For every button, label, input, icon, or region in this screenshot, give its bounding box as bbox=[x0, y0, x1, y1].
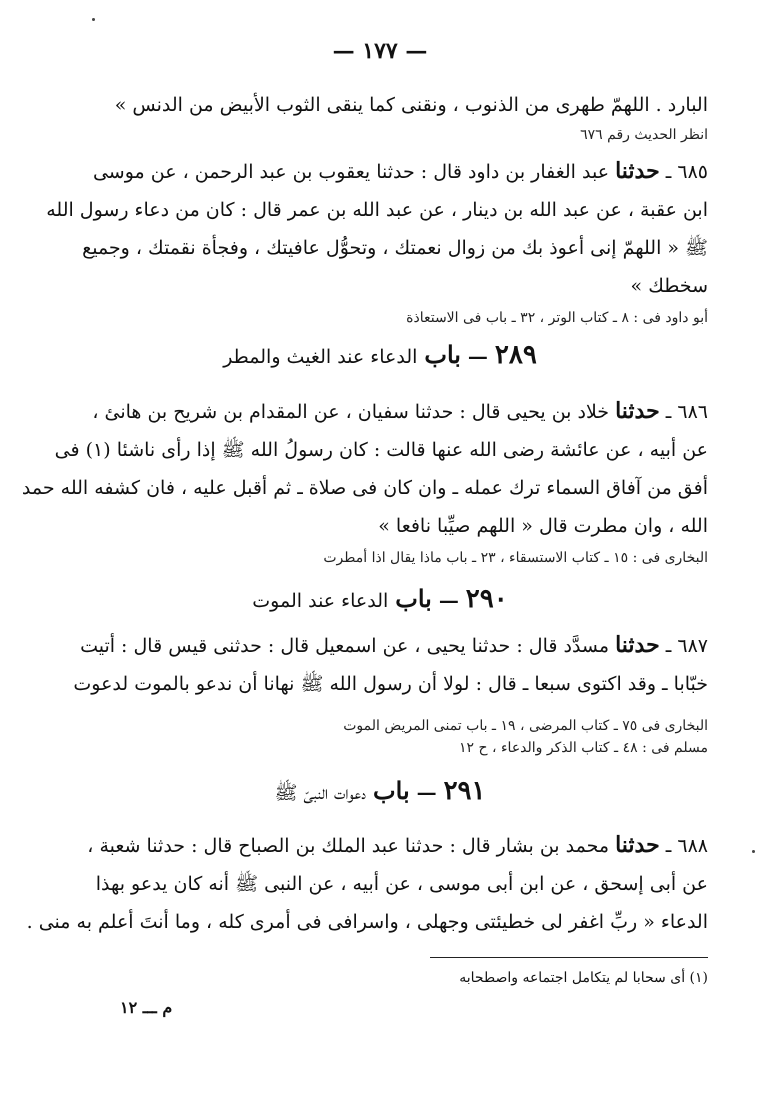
hadith-line bbox=[70, 392, 708, 431]
hadtha-word: حدثنا bbox=[615, 832, 660, 858]
hadith-685 bbox=[46, 152, 708, 329]
chapter-heading-290 bbox=[0, 584, 760, 614]
chapter-bab: باب bbox=[395, 584, 432, 613]
footnote: (١) أى سحابا لم يتكامل اجتماعه واصطحابه bbox=[459, 970, 708, 986]
hadith-line bbox=[70, 626, 708, 665]
intro-line: البارد . اللهمّ طهرى من الذنوب ، ونقنى كما ينقى الثوب الأبيض من الدنس » bbox=[114, 94, 708, 116]
footnote-divider bbox=[430, 957, 708, 958]
chapter-bab: باب bbox=[373, 776, 410, 805]
hadith-line: عن أبى إسحق ، عن ابن أبى موسى ، عن أبيه ، عن النبى ﷺ أنه كان يدعو بهذا bbox=[95, 873, 708, 895]
scan-speck bbox=[92, 18, 95, 21]
printer-signature: م ـــ ١٢ bbox=[120, 998, 173, 1017]
chapter-heading-291 bbox=[0, 776, 760, 809]
hadith-line: سخطك » bbox=[630, 275, 708, 297]
chapter-title: الدعاء عند الموت bbox=[252, 590, 389, 612]
chapter-dash: — bbox=[416, 780, 437, 804]
chapter-title: دعوات النبىّ ﷺ bbox=[274, 782, 367, 804]
hadith-line: ابن عقبة ، عن عبد الله بن دينار ، عن عبد الله بن عمر قال : كان من دعاء رسول الله bbox=[46, 199, 708, 221]
chapter-title: الدعاء عند الغيث والمطر bbox=[223, 346, 418, 368]
chapter-number: ٢٩٠ bbox=[465, 584, 508, 614]
hadith-686 bbox=[21, 392, 708, 569]
hadtha-word: حدثنا bbox=[615, 398, 660, 424]
hadith-line: خبّابا ـ وقد اكتوى سبعا ـ قال : لولا أن رسول الله ﷺ نهانا أن ندعو بالموت لدعوت bbox=[73, 673, 708, 695]
hadith-text: محمد بن بشار قال : حدثنا عبد الملك بن الصباح قال : حدثنا شعبة ، bbox=[87, 835, 610, 857]
scan-speck bbox=[752, 850, 755, 853]
chapter-number: ٢٩١ bbox=[443, 776, 486, 806]
hadith-line: ﷺ « اللهمّ إنى أعوذ بك من زوال نعمتك ، وتحوُّل عافيتك ، وفجأة نقمتك ، وجميع bbox=[82, 237, 708, 259]
intro-block bbox=[70, 86, 708, 146]
hadith-reference: مسلم فى : ٤٨ ـ كتاب الذكر والدعاء ، ح ١٢ bbox=[459, 740, 708, 756]
hadtha-word: حدثنا bbox=[615, 158, 660, 184]
hadith-number: ٦٨٥ ـ bbox=[665, 161, 708, 183]
chapter-bab: باب bbox=[424, 340, 461, 369]
hadith-text: مسدَّد قال : حدثنا يحيى ، عن اسمعيل قال : حدثنى قيس قال : أتيت bbox=[80, 635, 610, 657]
page-number: — ١٧٧ — bbox=[332, 38, 428, 64]
hadith-text: عبد الغفار بن داود قال : حدثنا يعقوب بن عبد الرحمن ، عن موسى bbox=[92, 161, 610, 183]
chapter-dash: — bbox=[438, 588, 459, 612]
hadith-line: عن أبيه ، عن عائشة رضى الله عنها قالت : كان رسولُ الله ﷺ إذا رأى ناشئا (١) فى bbox=[54, 439, 708, 461]
intro-reference: انظر الحديث رقم ٦٧٦ bbox=[580, 127, 708, 143]
hadith-line: الله ، وان مطرت قال « اللهم صيِّبا نافعا » bbox=[378, 515, 708, 537]
hadith-line: الدعاء « ربِّ اغفر لى خطيئتى وجهلى ، واسرافى فى أمرى كله ، وما أنتَ أعلم به منى . bbox=[26, 911, 708, 933]
hadith-text: خلاد بن يحيى قال : حدثنا سفيان ، عن المقدام بن شريح بن هانئ ، bbox=[92, 401, 610, 423]
hadith-reference: البخارى فى : ١٥ ـ كتاب الاستسقاء ، ٢٣ ـ باب ماذا يقال اذا أمطرت bbox=[323, 550, 708, 566]
hadith-line: أفق من آفاق السماء ترك عمله ـ وان كان فى صلاة ـ ثم أقبل عليه ، فان كشفه الله حمد bbox=[21, 477, 708, 499]
hadith-688 bbox=[26, 826, 708, 941]
hadith-number: ٦٨٦ ـ bbox=[665, 401, 708, 423]
chapter-dash: — bbox=[467, 344, 488, 368]
hadith-line bbox=[70, 152, 708, 191]
chapter-heading-289 bbox=[0, 340, 760, 370]
hadtha-word: حدثنا bbox=[615, 632, 660, 658]
hadith-number: ٦٨٧ ـ bbox=[665, 635, 708, 657]
hadith-line bbox=[70, 826, 708, 865]
hadith-reference: البخارى فى ٧٥ ـ كتاب المرضى ، ١٩ ـ باب تمنى المريض الموت bbox=[343, 718, 708, 734]
chapter-number: ٢٨٩ bbox=[494, 340, 537, 370]
hadith-687 bbox=[70, 626, 708, 759]
hadith-reference: أبو داود فى : ٨ ـ كتاب الوتر ، ٣٢ ـ باب فى الاستعاذة bbox=[406, 310, 708, 326]
hadith-number: ٦٨٨ ـ bbox=[665, 835, 708, 857]
